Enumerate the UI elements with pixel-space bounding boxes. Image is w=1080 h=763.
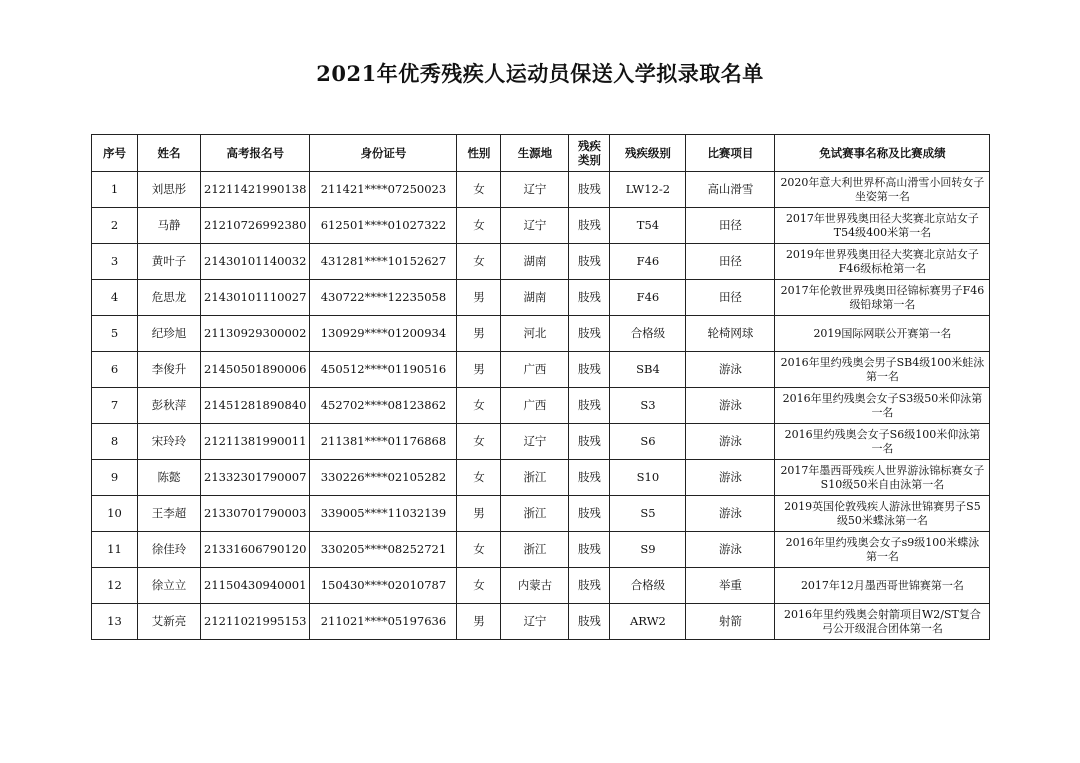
cell-col-id-number: 330226****02105282 xyxy=(310,460,457,496)
cell-col-achievement: 2017年12月墨西哥世锦赛第一名 xyxy=(775,568,990,604)
cell-col-gender: 女 xyxy=(457,460,501,496)
cell-col-origin: 辽宁 xyxy=(501,172,569,208)
cell-col-id-number: 150430****02010787 xyxy=(310,568,457,604)
cell-col-event: 游泳 xyxy=(686,352,775,388)
cell-col-name: 宋玲玲 xyxy=(138,424,201,460)
cell-col-event: 游泳 xyxy=(686,460,775,496)
cell-col-disability-type: 肢残 xyxy=(569,388,610,424)
cell-col-disability-class: T54 xyxy=(610,208,686,244)
cell-col-event: 田径 xyxy=(686,244,775,280)
cell-col-disability-type: 肢残 xyxy=(569,496,610,532)
table-body xyxy=(92,172,990,640)
cell-col-gender: 女 xyxy=(457,244,501,280)
cell-col-exam-id: 21211381990011 xyxy=(201,424,310,460)
cell-col-id-number: 339005****11032139 xyxy=(310,496,457,532)
cell-col-disability-class: S6 xyxy=(610,424,686,460)
cell-col-origin: 河北 xyxy=(501,316,569,352)
cell-col-name: 黄叶子 xyxy=(138,244,201,280)
cell-col-gender: 女 xyxy=(457,424,501,460)
header-col-exam-id: 高考报名号 xyxy=(201,135,310,172)
cell-col-origin: 浙江 xyxy=(501,496,569,532)
cell-col-achievement: 2017年世界残奥田径大奖赛北京站女子T54级400米第一名 xyxy=(775,208,990,244)
table-row xyxy=(92,460,990,496)
cell-col-seq: 9 xyxy=(92,460,138,496)
cell-col-achievement: 2019国际网联公开赛第一名 xyxy=(775,316,990,352)
header-col-achievement: 免试赛事名称及比赛成绩 xyxy=(775,135,990,172)
header-col-disability-class: 残疾级别 xyxy=(610,135,686,172)
cell-col-disability-class: SB4 xyxy=(610,352,686,388)
table-row xyxy=(92,496,990,532)
cell-col-disability-type: 肢残 xyxy=(569,604,610,640)
cell-col-seq: 11 xyxy=(92,532,138,568)
cell-col-event: 游泳 xyxy=(686,496,775,532)
header-col-id-number: 身份证号 xyxy=(310,135,457,172)
cell-col-seq: 3 xyxy=(92,244,138,280)
cell-col-event: 田径 xyxy=(686,280,775,316)
cell-col-origin: 广西 xyxy=(501,352,569,388)
cell-col-origin: 内蒙古 xyxy=(501,568,569,604)
cell-col-origin: 浙江 xyxy=(501,460,569,496)
cell-col-seq: 10 xyxy=(92,496,138,532)
cell-col-name: 纪珍旭 xyxy=(138,316,201,352)
table-row xyxy=(92,208,990,244)
cell-col-id-number: 330205****08252721 xyxy=(310,532,457,568)
cell-col-exam-id: 21331606790120 xyxy=(201,532,310,568)
cell-col-disability-class: F46 xyxy=(610,244,686,280)
cell-col-disability-type: 肢残 xyxy=(569,424,610,460)
cell-col-disability-class: S3 xyxy=(610,388,686,424)
cell-col-exam-id: 21211021995153 xyxy=(201,604,310,640)
cell-col-seq: 4 xyxy=(92,280,138,316)
cell-col-exam-id: 21450501890006 xyxy=(201,352,310,388)
cell-col-gender: 女 xyxy=(457,172,501,208)
cell-col-seq: 13 xyxy=(92,604,138,640)
table-header-row xyxy=(92,135,990,172)
table-row xyxy=(92,352,990,388)
cell-col-origin: 辽宁 xyxy=(501,208,569,244)
cell-col-disability-class: ARW2 xyxy=(610,604,686,640)
cell-col-name: 艾新亮 xyxy=(138,604,201,640)
cell-col-seq: 5 xyxy=(92,316,138,352)
cell-col-seq: 2 xyxy=(92,208,138,244)
table-row xyxy=(92,316,990,352)
header-col-event: 比赛项目 xyxy=(686,135,775,172)
header-col-disability-type: 残疾类别 xyxy=(569,135,610,172)
cell-col-seq: 6 xyxy=(92,352,138,388)
cell-col-disability-class: S10 xyxy=(610,460,686,496)
cell-col-name: 刘思彤 xyxy=(138,172,201,208)
cell-col-achievement: 2016年里约残奥会女子S3级50米仰泳第一名 xyxy=(775,388,990,424)
cell-col-id-number: 450512****01190516 xyxy=(310,352,457,388)
cell-col-origin: 湖南 xyxy=(501,280,569,316)
cell-col-id-number: 211421****07250023 xyxy=(310,172,457,208)
cell-col-seq: 7 xyxy=(92,388,138,424)
table-row xyxy=(92,424,990,460)
table-row xyxy=(92,172,990,208)
cell-col-exam-id: 21211421990138 xyxy=(201,172,310,208)
cell-col-name: 陈懿 xyxy=(138,460,201,496)
cell-col-gender: 女 xyxy=(457,532,501,568)
cell-col-achievement: 2019英国伦敦残疾人游泳世锦赛男子S5级50米蝶泳第一名 xyxy=(775,496,990,532)
table-row xyxy=(92,280,990,316)
cell-col-disability-class: S5 xyxy=(610,496,686,532)
cell-col-id-number: 211381****01176868 xyxy=(310,424,457,460)
cell-col-name: 李俊升 xyxy=(138,352,201,388)
cell-col-event: 游泳 xyxy=(686,388,775,424)
cell-col-disability-type: 肢残 xyxy=(569,316,610,352)
cell-col-achievement: 2016里约残奥会女子S6级100米仰泳第一名 xyxy=(775,424,990,460)
cell-col-event: 射箭 xyxy=(686,604,775,640)
table-row xyxy=(92,604,990,640)
cell-col-disability-type: 肢残 xyxy=(569,172,610,208)
table-row xyxy=(92,532,990,568)
cell-col-exam-id: 21210726992380 xyxy=(201,208,310,244)
cell-col-origin: 辽宁 xyxy=(501,604,569,640)
cell-col-seq: 12 xyxy=(92,568,138,604)
cell-col-gender: 女 xyxy=(457,568,501,604)
cell-col-disability-type: 肢残 xyxy=(569,568,610,604)
cell-col-event: 游泳 xyxy=(686,532,775,568)
cell-col-disability-type: 肢残 xyxy=(569,208,610,244)
cell-col-achievement: 2016年里约残奥会女子s9级100米蝶泳第一名 xyxy=(775,532,990,568)
cell-col-disability-type: 肢残 xyxy=(569,244,610,280)
table-row xyxy=(92,244,990,280)
cell-col-id-number: 211021****05197636 xyxy=(310,604,457,640)
header-col-gender: 性别 xyxy=(457,135,501,172)
cell-col-gender: 男 xyxy=(457,496,501,532)
cell-col-name: 危思龙 xyxy=(138,280,201,316)
cell-col-origin: 湖南 xyxy=(501,244,569,280)
cell-col-id-number: 452702****08123862 xyxy=(310,388,457,424)
admission-table xyxy=(91,134,990,640)
cell-col-seq: 8 xyxy=(92,424,138,460)
cell-col-exam-id: 21130929300002 xyxy=(201,316,310,352)
cell-col-event: 举重 xyxy=(686,568,775,604)
cell-col-achievement: 2017年墨西哥残疾人世界游泳锦标赛女子S10级50米自由泳第一名 xyxy=(775,460,990,496)
cell-col-disability-type: 肢残 xyxy=(569,460,610,496)
cell-col-disability-class: 合格级 xyxy=(610,568,686,604)
cell-col-gender: 女 xyxy=(457,208,501,244)
cell-col-event: 高山滑雪 xyxy=(686,172,775,208)
cell-col-name: 彭秋萍 xyxy=(138,388,201,424)
cell-col-id-number: 431281****10152627 xyxy=(310,244,457,280)
cell-col-disability-class: LW12-2 xyxy=(610,172,686,208)
header-col-origin: 生源地 xyxy=(501,135,569,172)
cell-col-disability-class: 合格级 xyxy=(610,316,686,352)
cell-col-achievement: 2017年伦敦世界残奥田径锦标赛男子F46级铅球第一名 xyxy=(775,280,990,316)
cell-col-gender: 男 xyxy=(457,316,501,352)
cell-col-name: 王李超 xyxy=(138,496,201,532)
cell-col-exam-id: 21330701790003 xyxy=(201,496,310,532)
cell-col-event: 田径 xyxy=(686,208,775,244)
cell-col-gender: 男 xyxy=(457,280,501,316)
cell-col-achievement: 2020年意大利世界杯高山滑雪小回转女子坐姿第一名 xyxy=(775,172,990,208)
cell-col-id-number: 430722****12235058 xyxy=(310,280,457,316)
header-col-name: 姓名 xyxy=(138,135,201,172)
cell-col-achievement: 2019年世界残奥田径大奖赛北京站女子F46级标枪第一名 xyxy=(775,244,990,280)
cell-col-exam-id: 21430101140032 xyxy=(201,244,310,280)
cell-col-disability-type: 肢残 xyxy=(569,280,610,316)
cell-col-gender: 男 xyxy=(457,604,501,640)
cell-col-gender: 女 xyxy=(457,388,501,424)
cell-col-disability-type: 肢残 xyxy=(569,352,610,388)
page-title: 2021年优秀残疾人运动员保送入学拟录取名单 xyxy=(316,61,764,86)
cell-col-name: 马静 xyxy=(138,208,201,244)
cell-col-id-number: 612501****01027322 xyxy=(310,208,457,244)
cell-col-gender: 男 xyxy=(457,352,501,388)
cell-col-seq: 1 xyxy=(92,172,138,208)
table-row xyxy=(92,568,990,604)
cell-col-id-number: 130929****01200934 xyxy=(310,316,457,352)
cell-col-event: 轮椅网球 xyxy=(686,316,775,352)
cell-col-exam-id: 21430101110027 xyxy=(201,280,310,316)
cell-col-exam-id: 21332301790007 xyxy=(201,460,310,496)
header-col-seq: 序号 xyxy=(92,135,138,172)
cell-col-achievement: 2016年里约残奥会男子SB4级100米蛙泳第一名 xyxy=(775,352,990,388)
cell-col-origin: 辽宁 xyxy=(501,424,569,460)
cell-col-name: 徐佳玲 xyxy=(138,532,201,568)
cell-col-disability-class: F46 xyxy=(610,280,686,316)
cell-col-name: 徐立立 xyxy=(138,568,201,604)
cell-col-achievement: 2016年里约残奥会射箭项目W2/ST复合弓公开级混合团体第一名 xyxy=(775,604,990,640)
cell-col-origin: 广西 xyxy=(501,388,569,424)
cell-col-exam-id: 21451281890840 xyxy=(201,388,310,424)
cell-col-exam-id: 21150430940001 xyxy=(201,568,310,604)
table-row xyxy=(92,388,990,424)
cell-col-event: 游泳 xyxy=(686,424,775,460)
cell-col-disability-class: S9 xyxy=(610,532,686,568)
cell-col-origin: 浙江 xyxy=(501,532,569,568)
cell-col-disability-type: 肢残 xyxy=(569,532,610,568)
